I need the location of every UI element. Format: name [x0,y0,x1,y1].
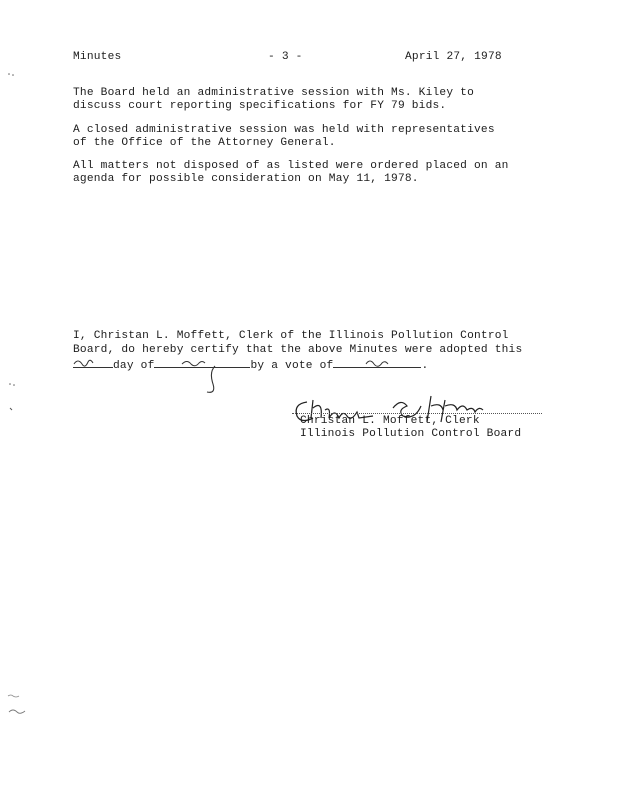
line-end: . [421,360,429,372]
signature-line [292,413,542,414]
clerk-name: Christan L. Moffett, Clerk [300,415,480,427]
header-date: April 27, 1978 [405,51,502,63]
vote-label: by a vote of [250,360,334,372]
organization-name: Illinois Pollution Control Board [300,428,522,440]
paragraph-2-line-1: A closed administrative session was held with representatives [73,124,495,136]
paragraph-1-line-2: discuss court reporting specifications for FY 79 bids. [73,100,447,112]
certification-line-1: I, Christan L. Moffett, Clerk of the Illinois Pollution Control [73,330,509,342]
scan-artifacts [0,60,40,740]
paragraph-3-line-2: agenda for possible consideration on May 11, 1978. [73,173,419,185]
paragraph-1-line-1: The Board held an administrative session with Ms. Kiley to [73,87,474,99]
paragraph-2-line-2: of the Office of the Attorney General. [73,137,336,149]
page-number: - 3 - [268,51,303,63]
day-of-label: day of [113,360,155,372]
paragraph-3-line-1: All matters not disposed of as listed were ordered placed on an [73,160,509,172]
certification-line-2: Board, do hereby certify that the above Minutes were adopted this [73,344,523,356]
header-title: Minutes [73,51,122,63]
